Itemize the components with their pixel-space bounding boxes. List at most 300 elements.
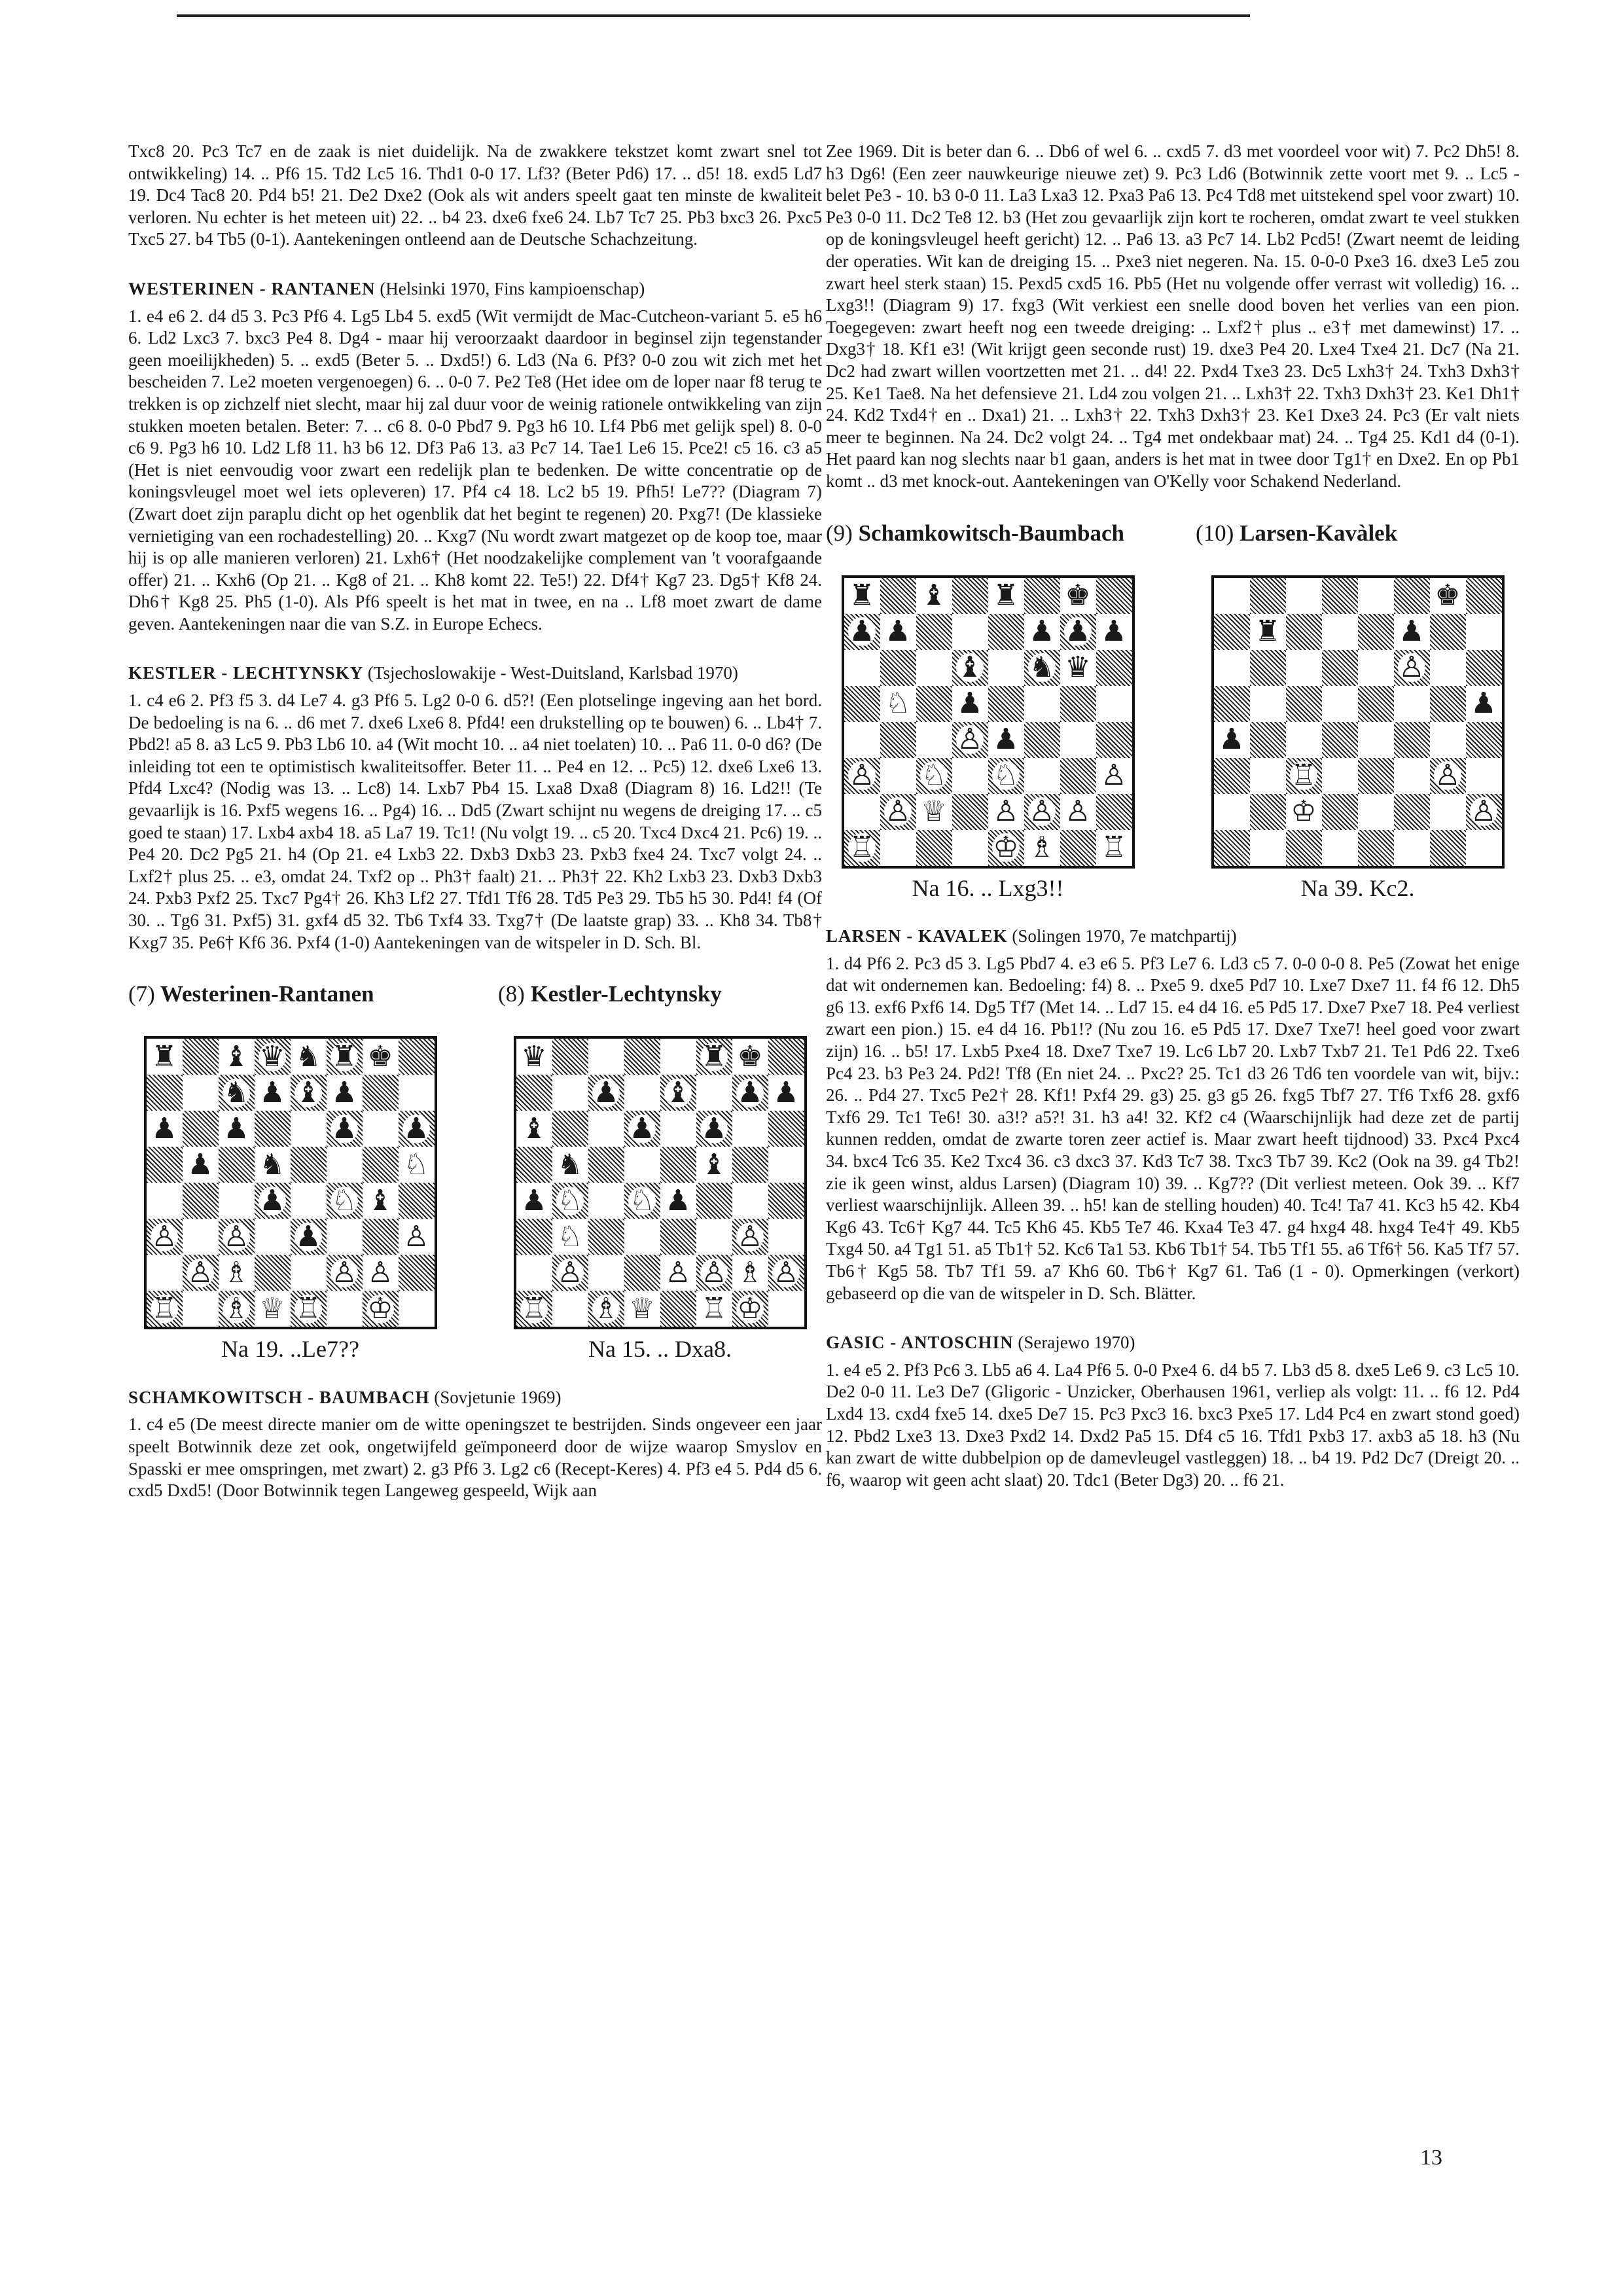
board-square	[696, 1039, 732, 1075]
board-square	[952, 578, 988, 614]
board-square	[1060, 578, 1096, 614]
board-square	[588, 1219, 624, 1255]
board-square	[1466, 830, 1502, 866]
chess-piece-icon: ♟	[521, 1184, 547, 1217]
board-square	[1286, 830, 1322, 866]
board-square	[147, 1147, 183, 1183]
board-square	[516, 1291, 552, 1327]
chess-piece-icon: ♔	[993, 831, 1019, 863]
board-square	[588, 1291, 624, 1327]
board-square	[916, 794, 952, 830]
board-square	[732, 1183, 768, 1219]
board-square	[552, 1075, 588, 1111]
board-square	[1394, 578, 1430, 614]
board-square	[844, 794, 880, 830]
board-square	[1466, 650, 1502, 686]
board-square	[696, 1291, 732, 1327]
board-square	[844, 830, 880, 866]
board-square	[399, 1219, 435, 1255]
board-square	[1322, 830, 1358, 866]
board-square	[1394, 650, 1430, 686]
board-square	[1466, 578, 1502, 614]
board-square	[988, 650, 1024, 686]
board-square	[363, 1039, 399, 1075]
chess-board	[514, 1036, 807, 1329]
chess-piece-icon: ♛	[521, 1040, 547, 1073]
board-square	[552, 1111, 588, 1147]
chess-piece-icon: ♝	[957, 651, 983, 683]
board-square	[768, 1039, 804, 1075]
board-square	[1430, 722, 1466, 758]
board-square	[624, 1075, 660, 1111]
board-square	[183, 1147, 219, 1183]
chess-piece-icon: ♔	[737, 1292, 763, 1325]
board-square	[844, 650, 880, 686]
board-square	[1286, 722, 1322, 758]
board-square	[588, 1039, 624, 1075]
chess-piece-icon: ♙	[1101, 759, 1127, 791]
chess-piece-icon: ♙	[1471, 795, 1497, 827]
board-square	[660, 1219, 696, 1255]
chess-piece-icon: ♟	[1471, 687, 1497, 719]
board-square	[1322, 650, 1358, 686]
board-square	[1286, 650, 1322, 686]
board-square	[1250, 614, 1286, 650]
board-square	[988, 830, 1024, 866]
board-square	[624, 1039, 660, 1075]
chess-piece-icon: ♛	[1065, 651, 1091, 683]
board-square	[588, 1147, 624, 1183]
board-square	[1430, 614, 1466, 650]
board-square	[660, 1255, 696, 1291]
diagram-title: (8) Kestler-Lechtynsky	[498, 981, 722, 1007]
chess-piece-icon: ♖	[295, 1292, 321, 1325]
board-square	[952, 614, 988, 650]
chess-piece-icon: ♔	[1291, 795, 1317, 827]
board-square	[1322, 758, 1358, 794]
board-square	[1358, 614, 1394, 650]
board-square	[696, 1183, 732, 1219]
board-square	[1096, 758, 1132, 794]
page-number: 13	[1420, 2145, 1442, 2170]
board-square	[363, 1075, 399, 1111]
board-square	[732, 1111, 768, 1147]
board-square	[1096, 578, 1132, 614]
board-square	[1322, 686, 1358, 722]
chess-piece-icon: ♟	[665, 1184, 691, 1217]
chess-piece-icon: ♙	[957, 723, 983, 755]
board-square	[844, 578, 880, 614]
board-square	[1466, 794, 1502, 830]
board-square	[1214, 722, 1250, 758]
board-square	[1394, 686, 1430, 722]
board-square	[1060, 614, 1096, 650]
chess-piece-icon: ♚	[1435, 579, 1461, 611]
board-square	[255, 1255, 291, 1291]
board-square	[255, 1219, 291, 1255]
board-square	[1096, 686, 1132, 722]
board-square	[768, 1219, 804, 1255]
board-square	[1358, 758, 1394, 794]
board-square	[916, 614, 952, 650]
chess-piece-icon: ♜	[1255, 615, 1281, 647]
board-square	[844, 758, 880, 794]
board-square	[147, 1291, 183, 1327]
board-square	[624, 1147, 660, 1183]
board-square	[552, 1039, 588, 1075]
board-square	[1060, 650, 1096, 686]
board-square	[255, 1111, 291, 1147]
game-heading	[826, 925, 1520, 948]
board-square	[327, 1255, 363, 1291]
board-square	[327, 1111, 363, 1147]
chess-piece-icon: ♝	[521, 1112, 547, 1145]
chess-piece-icon: ♙	[1029, 795, 1055, 827]
diagram-title: (7) Westerinen-Rantanen	[128, 981, 374, 1007]
board-square	[952, 686, 988, 722]
board-square	[1060, 794, 1096, 830]
board-square	[363, 1255, 399, 1291]
board-square	[624, 1291, 660, 1327]
paragraph: 1. e4 e5 2. Pf3 Pc6 3. Lb5 a6 4. La4 Pf6 5. 0-0 Pxe4 6. d4 b5 7. Lb3 d5 8. dxe5 Le6 9. c3 Lc5 10. De2 0-0 11. Le3 De7 (Gligoric - Unzicker, Oberhausen 1961, verliep als volgt: 11. .. f6 12. Pd4 Lxd4 13. cxd4 fxe5 14. dxe5 De7 15. Pc3 Pxc3 16. bxc3 Pxe5 17. Ld4 Pc4 en zwart stond goed) 12. Pbd2 Lxe3 13. Dxe3 Pxd2 14. Dxd2 Pa5 15. Df4 c5 16. Tfd1 Pxb3 17. axb3 a5 18. h3 (Nu kan zwart de witte dubbelpion op de damevleugel vastleggen) 18. .. b4 19. Pd2 Dc7 (Dreigt 20. .. f6, waarop wit geen acht slaat) 20. Tdc1 (Beter Dg3) 20. .. f6 21.	[826, 1359, 1520, 1490]
board-square	[880, 830, 916, 866]
board-square	[1214, 650, 1250, 686]
board-square	[768, 1183, 804, 1219]
diagram-pair	[826, 520, 1520, 900]
board-square	[1322, 614, 1358, 650]
chess-piece-icon: ♘	[629, 1184, 655, 1217]
board-square	[624, 1111, 660, 1147]
paragraph: 1. e4 e6 2. d4 d5 3. Pc3 Pf6 4. Lg5 Lb4 5. exd5 (Wit vermijdt de Mac-Cutcheon-variant 5. e5 h6 6. Ld2 Lxc3 7. bxc3 Pe4 8. Dg4 - maar hij veroorzaakt daardoor in beginsel zijn tegenstander geen moeilijkheden) 5. .. exd5 (Beter 5. .. Dxd5!) 6. Ld3 (Na 6. Pf3? 0-0 zou wit zich met het bescheiden 7. Le2 moeten vergenoegen) 6. .. 0-0 7. Pe2 Te8 (Het idee om de loper naar f8 terug te trekken is op zichzelf niet slecht, maar hij zal duur voor de weinig rationele ontwikkeling van zijn stukken moeten betalen. Beter: 7. .. c6 8. 0-0 Pbd7 9. Pg3 h6 10. Lf4 Pb6 met gelijk spel) 8. 0-0 c6 9. Pg3 h6 10. Ld2 Lf8 11. h3 b6 12. Df3 Pa6 13. a3 Pc7 14. Tae1 Le6 15. Pce2! c5 16. c3 a5 (Het is niet eenvoudig voor zwart een redelijk plan te bedenken. De witte concentratie op de koningsvleugel moet wel iets opleveren) 17. Pf4 c4 18. Lc2 b5 19. Pfh5! Le7?? (Diagram 7) (Zwart doet zijn paraplu dicht op het ogenblik dat het begint te regenen) 20. Pxg7! (De klassieke vernietiging van een rochadestelling) 20. .. Kxg7 (Nu wordt zwart matgezet op de koop toe, maar hij is op alle manieren verloren) 21. Lxh6† (Het noodzakelijke complement van 't voorafgaande offer) 21. .. Kxh6 (Op 21. .. Kg8 of 21. .. Kh8 komt 22. Te5!) 22. Df4† Kg7 23. Dg5† Kf8 24. Dh6† Kg8 25. Ph5 (1-0). Als Pf6 speelt is het mat in twee, en na .. Lf8 moet zwart de dame geven. Aantekeningen naar die van S.Z. in Europe Echecs.	[128, 306, 822, 634]
board-square	[916, 578, 952, 614]
board-square	[732, 1291, 768, 1327]
diagram-pair	[128, 981, 822, 1361]
chess-piece-icon: ♙	[367, 1256, 393, 1289]
board-square	[1214, 578, 1250, 614]
diagram-9	[826, 520, 1150, 900]
board-square	[952, 830, 988, 866]
board-square	[1024, 614, 1060, 650]
board-square	[660, 1111, 696, 1147]
board-square	[255, 1147, 291, 1183]
board-square	[1024, 830, 1060, 866]
diagram-8	[498, 981, 822, 1361]
board-square	[1060, 830, 1096, 866]
board-square	[1060, 686, 1096, 722]
board-square	[1024, 686, 1060, 722]
board-square	[1250, 650, 1286, 686]
board-square	[1024, 650, 1060, 686]
board-square	[1250, 758, 1286, 794]
board-square	[844, 686, 880, 722]
board-square	[291, 1039, 327, 1075]
chess-piece-icon: ♗	[737, 1256, 763, 1289]
game-info: (Solingen 1970, 7e matchpartij)	[1012, 926, 1237, 946]
chess-piece-icon: ♛	[259, 1040, 285, 1073]
board-square	[183, 1075, 219, 1111]
board-square	[1430, 686, 1466, 722]
board-square	[291, 1075, 327, 1111]
game-heading	[128, 1387, 822, 1409]
board-square	[1394, 758, 1430, 794]
diagram-caption: Na 15. .. Dxa8.	[588, 1336, 732, 1363]
board-square	[768, 1147, 804, 1183]
chess-piece-icon: ♙	[773, 1256, 799, 1289]
board-square	[880, 578, 916, 614]
board-square	[183, 1039, 219, 1075]
diagram-title: (10) Larsen-Kavàlek	[1196, 520, 1398, 546]
chess-piece-icon: ♟	[403, 1112, 429, 1145]
chess-piece-icon: ♜	[701, 1040, 727, 1073]
chess-piece-icon: ♟	[331, 1112, 357, 1145]
chess-piece-icon: ♞	[223, 1076, 249, 1109]
board-square	[660, 1147, 696, 1183]
board-square	[1466, 758, 1502, 794]
board-square	[291, 1255, 327, 1291]
board-square	[363, 1147, 399, 1183]
board-square	[147, 1039, 183, 1075]
board-square	[732, 1255, 768, 1291]
board-square	[291, 1291, 327, 1327]
board-square	[1096, 650, 1132, 686]
chess-piece-icon: ♜	[151, 1040, 177, 1073]
game-info: (Helsinki 1970, Fins kampioenschap)	[380, 278, 645, 298]
chess-piece-icon: ♞	[295, 1040, 321, 1073]
board-square	[1024, 758, 1060, 794]
board-square	[1322, 578, 1358, 614]
board-square	[1286, 758, 1322, 794]
chess-piece-icon: ♙	[849, 759, 875, 791]
board-square	[952, 650, 988, 686]
board-square	[516, 1075, 552, 1111]
board-square	[516, 1183, 552, 1219]
board-square	[219, 1183, 255, 1219]
chess-piece-icon: ♟	[259, 1076, 285, 1109]
board-square	[1322, 722, 1358, 758]
chess-piece-icon: ♟	[1029, 615, 1055, 647]
board-square	[291, 1219, 327, 1255]
board-square	[1466, 614, 1502, 650]
board-square	[988, 794, 1024, 830]
chess-piece-icon: ♙	[665, 1256, 691, 1289]
chess-piece-icon: ♞	[259, 1148, 285, 1181]
board-square	[1024, 578, 1060, 614]
board-square	[1250, 830, 1286, 866]
board-square	[255, 1183, 291, 1219]
board-square	[1286, 686, 1322, 722]
game-heading	[826, 1332, 1520, 1354]
board-square	[147, 1075, 183, 1111]
chess-piece-icon: ♞	[557, 1148, 583, 1181]
chess-piece-icon: ♟	[151, 1112, 177, 1145]
board-square	[255, 1075, 291, 1111]
board-square	[291, 1183, 327, 1219]
chess-piece-icon: ♟	[849, 615, 875, 647]
board-square	[880, 722, 916, 758]
chess-piece-icon: ♝	[367, 1184, 393, 1217]
top-rule	[177, 14, 1250, 17]
board-square	[1394, 722, 1430, 758]
board-square	[363, 1219, 399, 1255]
board-square	[399, 1039, 435, 1075]
board-square	[399, 1147, 435, 1183]
chess-piece-icon: ♘	[993, 759, 1019, 791]
chess-piece-icon: ♟	[1101, 615, 1127, 647]
board-square	[1214, 614, 1250, 650]
chess-piece-icon: ♖	[701, 1292, 727, 1325]
board-square	[516, 1219, 552, 1255]
board-square	[219, 1039, 255, 1075]
chess-piece-icon: ♙	[151, 1220, 177, 1253]
chess-piece-icon: ♔	[367, 1292, 393, 1325]
board-square	[768, 1111, 804, 1147]
board-square	[1286, 578, 1322, 614]
diagram-10	[1196, 520, 1520, 900]
board-square	[1214, 830, 1250, 866]
game-info: (Serajewo 1970)	[1018, 1333, 1135, 1353]
board-square	[399, 1183, 435, 1219]
board-square	[988, 614, 1024, 650]
board-square	[327, 1075, 363, 1111]
chess-board	[842, 575, 1135, 869]
chess-piece-icon: ♙	[701, 1256, 727, 1289]
board-square	[147, 1255, 183, 1291]
board-square	[988, 686, 1024, 722]
board-square	[696, 1255, 732, 1291]
board-square	[1250, 794, 1286, 830]
board-square	[880, 686, 916, 722]
chess-piece-icon: ♜	[331, 1040, 357, 1073]
board-square	[1466, 722, 1502, 758]
board-square	[399, 1111, 435, 1147]
board-square	[588, 1255, 624, 1291]
chess-piece-icon: ♜	[849, 579, 875, 611]
board-square	[988, 578, 1024, 614]
paragraph: 1. d4 Pf6 2. Pc3 d5 3. Lg5 Pbd7 4. e3 e6 5. Pf3 Le7 6. Ld3 c5 7. 0-0 0-0 8. Pe5 (Zowat het enige dat wit ondernemen kan. Bedoeling: f4) 8. .. Pxe5 9. dxe5 Pd7 10. Lxe7 Dxe7 11. f4 f6 12. Dh5 g6 13. exf6 Pxf6 14. Dg5 Tf7 (Met 14. .. Ld7 15. e4 d4 16. e5 Pd5 17. Dxe7 Pxe7 18. Pe4 verliest zwart een pion.) 15. e4 d4 16. Pb1!? (Nu zou 16. e5 Pd5 17. Dxe7 Txe7! heel goed voor zwart zijn) 16. .. b5! 17. Lxb5 Pxe4 18. Dxe7 Txe7 19. Lc6 Lb7 20. Lxb7 Txb7 21. Te1 Pd6 22. Txe6 Pc4 23. b3 Pe3 24. Pd2! Tf8 (En niet 24. .. Pxc2? 25. Tc1 d3 26 Td6 ten voordele van wit, bijv.: 26. .. Pd4 27. Txc5 Pe2† 28. Kf1! Pxf4 29. g3) 25. g3 g5 26. fxg5 Tbf7 27. Tf6 Txf6 28. gxf6 Txf6 29. Tc1 Te6! 30. a3!? a5?! 31. h3 a4! 32. Kf2 c4 (Waarschijnlijk had deze zet de partij kunnen redden, omdat de zwarte toren zeer actief is. Maar zwart heeft tijdnood) 33. Pxc4 Pxc4 34. bxc4 Tc6 35. Ke2 Txc4 36. c3 dxc3 37. Kd3 Tc7 38. Txc3 Tb7 39. Kc2 (Ook na 39. g4 Tb2! zie ik geen winst, aldus Larsen) (Diagram 10) 39. .. Kg7?? (Dit verliest meteen. Ook 39. .. Kf7 verliest waarschijnlijk. Alleen 39. .. h5! kan de stelling houden) 40. Tc4! Ta7 41. Kc3 h5 42. Kb4 Kg6 43. Tc6† Kg7 44. Tc5 Kh6 45. Kb5 Te7 46. Kxa4 Te3 47. g4 hxg4 48. hxg4 Te4† 49. Kb5 Txg4 50. a4 Tg1 51. a5 Tb1† 52. Kc6 Ta1 53. Kb6 Tb1† 54. Tb5 Tf1 55. a6 Tf6† 56. Ka5 Tf7 57. Tb6† Kg5 58. Tb7 Tf1 59. a7 Kh6 60. Tb6† Kg7 61. Ta6 (1 - 0). Opmerkingen (verkort) gebaseerd op die van de witspeler in D. Sch. Blätter.	[826, 953, 1520, 1303]
chess-piece-icon: ♟	[773, 1076, 799, 1109]
board-square	[327, 1147, 363, 1183]
board-square	[291, 1147, 327, 1183]
board-square	[768, 1291, 804, 1327]
board-square	[552, 1183, 588, 1219]
chess-piece-icon: ♖	[521, 1292, 547, 1325]
board-square	[916, 758, 952, 794]
board-square	[399, 1255, 435, 1291]
board-square	[516, 1039, 552, 1075]
paragraph: 1. c4 e5 (De meest directe manier om de witte openingszet te bestrijden. Sinds ongeveer een jaar speelt Botwinnik deze zet ook, ongetwijfeld geïmponeerd door de wijze waarop Smyslov en Spasski er mee omspringen, met zwart) 2. g3 Pf6 3. Lg2 c6 (Recept-Keres) 4. Pf3 e4 5. Pd4 d5 6. cxd5 Dxd5! (Door Botwinnik tegen Langeweg gespeeld, Wijk aan	[128, 1414, 822, 1501]
board-square	[1214, 758, 1250, 794]
diagram-caption: Na 39. Kc2.	[1300, 874, 1415, 901]
board-square	[588, 1075, 624, 1111]
board-square	[1060, 722, 1096, 758]
diagram-title: (9) Schamkowitsch-Baumbach	[826, 520, 1125, 546]
chess-piece-icon: ♟	[223, 1112, 249, 1145]
board-square	[1430, 758, 1466, 794]
board-square	[916, 830, 952, 866]
chess-piece-icon: ♙	[331, 1256, 357, 1289]
board-square	[1466, 686, 1502, 722]
board-square	[219, 1147, 255, 1183]
board-square	[588, 1111, 624, 1147]
board-square	[1430, 794, 1466, 830]
board-square	[147, 1219, 183, 1255]
board-square	[1394, 794, 1430, 830]
board-square	[183, 1183, 219, 1219]
board-square	[952, 794, 988, 830]
chess-piece-icon: ♘	[331, 1184, 357, 1217]
board-square	[988, 722, 1024, 758]
chess-piece-icon: ♙	[1435, 759, 1461, 791]
board-square	[660, 1183, 696, 1219]
paragraph: 1. c4 e6 2. Pf3 f5 3. d4 Le7 4. g3 Pf6 5. Lg2 0-0 6. d5?! (Een plotselinge ingeving aan het bord. De bedoeling is na 6. .. d6 met 7. dxe6 Lxe6 8. Pfd4! een drukstelling op te bouwen) 6. .. Lb4† 7. Pbd2! a5 8. a3 Lc5 9. Pb3 Lb6 10. a4 (Wit mocht 10. .. a4 niet toelaten) 10. .. Pa6 11. 0-0 d6? (De inleiding tot een te optimistisch kwaliteitsoffer. Beter 11. .. Pe4 en 12. .. Pc5) 12. dxe6 Lxe6 13. Pfd4 Lxc4? (Nodig was 13. .. Lc8) 14. Lxb7 Pb4 15. Lxa8 Dxa8 (Diagram 8) 16. Ld2!! (Te gevaarlijk is 16. Pxf5 wegens 16. .. Pg4) 16. .. Dd5 (Zwart schijnt nu wegens de dreiging 17. .. c5 goed te staan) 17. Lxb4 axb4 18. a5 La7 19. Tc1! (Nu volgt 19. .. c5 20. Txc4 Dxc4 21. Pc6) 19. .. Pe4 20. Dc2 Pg5 21. h4 (Op 21. e4 Lxb3 22. Dxb3 Dxb3 23. Pxb3 fxe4 24. Txc7 volgt 24. .. Lxf2† plus 25. .. e3, omdat 24. Txf2 op .. Ph3† faalt) 21. .. Ph3† 22. Kh2 Lxb3 23. Dxb3 Dxb3 24. Pxb3 Pxf2 25. Txc7 Pg4† 26. Kh3 Lf2 27. Tfd1 Tf6 28. Td5 Pe3 29. Tb5 h5 30. Pd4! f4 (Of 30. .. Tg6 31. Pxf5) 31. gxf4 d5 32. Tb6 Txf4 33. Txg7† (De laatste grap) 33. .. Kh8 34. Tb8† Kxg7 35. Pe6† Kf6 36. Pxf4 (1-0) Aantekeningen van de witspeler in D. Sch. Bl.	[128, 691, 822, 952]
board-square	[363, 1183, 399, 1219]
board-square	[624, 1255, 660, 1291]
board-square	[1358, 686, 1394, 722]
board-square	[1430, 830, 1466, 866]
board-square	[1358, 650, 1394, 686]
board-square	[327, 1183, 363, 1219]
paragraph: Txc8 20. Pc3 Tc7 en de zaak is niet duidelijk. Na de zwakkere tekstzet komt zwart snel tot ontwikkeling) 14. .. Pf6 15. Td2 Lc5 16. Thd1 0-0 17. Lf3? (Beter Pd6) 17. .. d5! 18. exd5 Ld7 19. Dc4 Tac8 20. Pd4 b5! 21. De2 Dxe2 (Ook als wit anders speelt gaat ten minste de kwaliteit verloren. Nu echter is het meteen uit) 22. .. b4 23. dxe6 fxe6 24. Lb7 Tc7 25. Pb3 bxc3 26. Pxc5 Txc5 27. b4 Tb5 (0-1). Aantekeningen ontleend aan de Deutsche Schachzeitung.	[128, 141, 822, 249]
chess-piece-icon: ♙	[885, 795, 911, 827]
board-square	[1394, 830, 1430, 866]
board-square	[1096, 830, 1132, 866]
board-square	[624, 1183, 660, 1219]
board-square	[1358, 578, 1394, 614]
chess-piece-icon: ♘	[403, 1148, 429, 1181]
right-column	[826, 141, 1520, 1518]
board-square	[516, 1147, 552, 1183]
board-square	[1358, 722, 1394, 758]
board-square	[952, 722, 988, 758]
chess-piece-icon: ♟	[701, 1112, 727, 1145]
chess-piece-icon: ♙	[737, 1220, 763, 1253]
board-square	[1214, 686, 1250, 722]
board-square	[1060, 758, 1096, 794]
chess-piece-icon: ♞	[1029, 651, 1055, 683]
board-square	[624, 1219, 660, 1255]
board-square	[219, 1291, 255, 1327]
board-square	[660, 1291, 696, 1327]
game-players: KESTLER - LECHTYNSKY	[128, 663, 364, 683]
board-square	[988, 758, 1024, 794]
board-square	[916, 722, 952, 758]
board-square	[916, 686, 952, 722]
board-square	[291, 1111, 327, 1147]
board-square	[219, 1075, 255, 1111]
board-square	[696, 1219, 732, 1255]
board-square	[516, 1111, 552, 1147]
paragraph: Zee 1969. Dit is beter dan 6. .. Db6 of wel 6. .. cxd5 7. d3 met voordeel voor wit) 7. Pc2 Dh5! 8. h3 Dg6! (Een zeer nauwkeurige nieuwe zet) 9. Pc3 Ld6 (Botwinnik zette voort met 9. .. Lc5 - belet Pe3 - 10. b3 0-0 11. La3 Lxa3 12. Pxa3 Pa6 13. Pc4 Td8 met uitstekend spel voor zwart) 10. Pe3 0-0 11. Dc2 Te8 12. b3 (Het zou gevaarlijk zijn kort te rocheren, omdat zwart te veel stukken op de koningsvleugel heeft gericht) 12. .. Pa6 13. a3 Pc7 14. Lb2 Pcd5! (Zwart neemt de leiding der operaties. Wit kan de dreiging 15. .. Pxe3 niet negeren. Na. 15. 0-0-0 Pxe3 16. dxe3 Le5 zou zwart heel sterk staan) 15. Pexd5 cxd5 16. Pb5 (Het nu volgende offer verrast wit volledig) 16. .. Lxg3!! (Diagram 9) 17. fxg3 (Wit verkiest een snelle dood boven het verlies van een pion. Toegegeven: zwart heeft nog een tweede dreiging: .. Lxf2† plus .. e3† met damewinst) 17. .. Dxg3† 18. Kf1 e3! (Wit krijgt geen seconde rust) 19. dxe3 Pe4 20. Lxe4 Txe4 21. Dc7 (Na 21. Dc2 had zwart willen voortzetten met 21. .. d4! 22. Pxd4 Txe3 23. Dc5 Lxh3† 24. Txh3 Dxh3† 25. Ke1 Tae8. Na het defensieve 21. Ld4 zou volgen 21. .. Lxh3† 22. Txh3 Dxh3† 23. Ke1 Dh1† 24. Kd2 Txd4† en .. Dxa1) 21. .. Lxh3† 22. Txh3 Dxh3† 23. Ke1 Dxe3 24. Pc3 (Er valt niets meer te beginnen. Na 24. Dc2 volgt 24. .. Tg4 met ondekbaar mat) 24. .. Tg4 25. Kd1 d4 (0-1). Het paard kan nog slechts naar b1 gaan, anders is het mat in twee door Tg1† en Dxe2. En op Pb1 komt .. d3 met knock-out. Aantekeningen van O'Kelly voor Schakend Nederland.	[826, 141, 1520, 491]
board-square	[1096, 722, 1132, 758]
chess-piece-icon: ♙	[993, 795, 1019, 827]
chess-piece-icon: ♙	[1399, 651, 1425, 683]
chess-piece-icon: ♙	[187, 1256, 213, 1289]
board-square	[219, 1111, 255, 1147]
board-square	[183, 1111, 219, 1147]
board-square	[880, 614, 916, 650]
diagram-caption: Na 16. .. Lxg3!!	[912, 874, 1064, 901]
game-players: WESTERINEN - RANTANEN	[128, 278, 376, 298]
board-square	[552, 1291, 588, 1327]
board-square	[696, 1147, 732, 1183]
chess-piece-icon: ♖	[849, 831, 875, 863]
board-square	[552, 1147, 588, 1183]
board-square	[1286, 614, 1322, 650]
chess-piece-icon: ♕	[921, 795, 947, 827]
chess-board	[1211, 575, 1505, 869]
board-square	[732, 1219, 768, 1255]
chess-piece-icon: ♕	[629, 1292, 655, 1325]
